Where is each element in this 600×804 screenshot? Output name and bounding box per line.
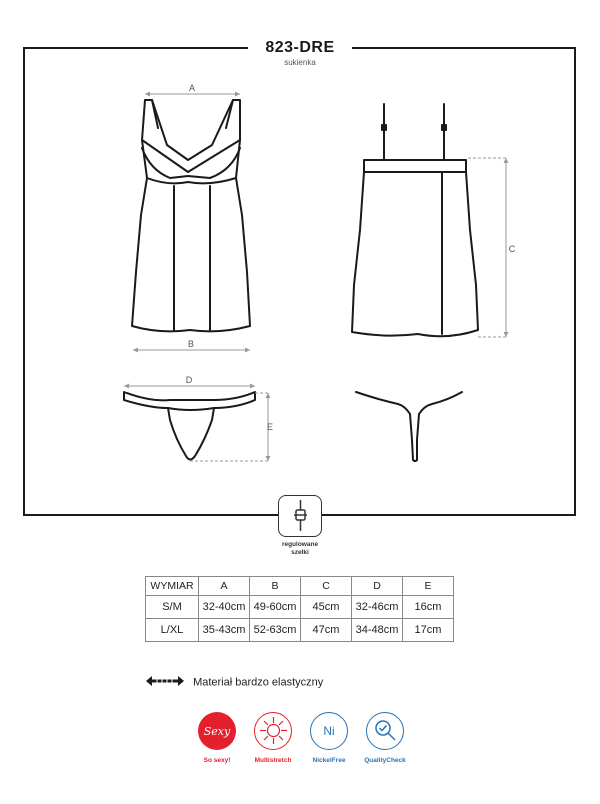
nickel-free-icon bbox=[310, 712, 348, 750]
badge-label: So sexy! bbox=[203, 757, 231, 764]
badge-label: QualityCheck bbox=[364, 757, 406, 764]
thong-front bbox=[124, 392, 255, 460]
table-cell: S/M bbox=[146, 596, 199, 619]
table-cell: 52-63cm bbox=[250, 619, 301, 642]
header-cell: WYMIAR bbox=[146, 577, 199, 596]
header-cell: D bbox=[352, 577, 403, 596]
dimension-label-c: C bbox=[508, 244, 516, 254]
strap-adjuster-icon bbox=[278, 495, 322, 537]
header-cell: B bbox=[250, 577, 301, 596]
table-row bbox=[146, 619, 454, 642]
feature-badges bbox=[200, 712, 420, 772]
table-cell: 45cm bbox=[301, 596, 352, 619]
table-cell: 35-43cm bbox=[199, 619, 250, 642]
size-table-header bbox=[146, 577, 454, 596]
nickel-free-icon-text: Ni bbox=[323, 724, 335, 738]
sexy-icon-text: Sexy bbox=[203, 724, 231, 738]
dimension-label-b: B bbox=[187, 339, 195, 349]
badge-multistretch bbox=[247, 712, 299, 764]
product-subtitle: sukienka bbox=[284, 58, 316, 67]
badge-quality-check bbox=[359, 712, 411, 764]
sexy-icon bbox=[198, 712, 236, 750]
table-cell: 47cm bbox=[301, 619, 352, 642]
table-cell: 49-60cm bbox=[250, 596, 301, 619]
badge-so-sexy bbox=[191, 712, 243, 764]
table-cell: 32-40cm bbox=[199, 596, 250, 619]
table-cell: 34-48cm bbox=[352, 619, 403, 642]
stretch-note bbox=[146, 676, 323, 689]
multistretch-icon bbox=[254, 712, 292, 750]
quality-check-icon bbox=[366, 712, 404, 750]
product-code: 823-DRE bbox=[265, 39, 335, 56]
size-table bbox=[145, 576, 454, 642]
header-cell: A bbox=[199, 577, 250, 596]
double-arrow-icon bbox=[146, 676, 184, 689]
table-row bbox=[146, 596, 454, 619]
adjustable-straps-feature bbox=[270, 495, 330, 557]
feature-label-line1: regulowane bbox=[281, 541, 319, 548]
badge-label: NickelFree bbox=[312, 757, 346, 764]
dress-front bbox=[132, 100, 250, 331]
thong-back bbox=[356, 392, 462, 461]
feature-label-line2: szelki bbox=[291, 549, 309, 556]
badge-nickel-free bbox=[303, 712, 355, 764]
header-cell: E bbox=[403, 577, 454, 596]
table-cell: 32-46cm bbox=[352, 596, 403, 619]
header-cell: C bbox=[301, 577, 352, 596]
stretch-note-text: Materiał bardzo elastyczny bbox=[193, 676, 324, 689]
table-cell: 17cm bbox=[403, 619, 454, 642]
table-cell: 16cm bbox=[403, 596, 454, 619]
table-cell: L/XL bbox=[146, 619, 199, 642]
dress-back bbox=[352, 104, 478, 336]
dimension-label-d: D bbox=[185, 375, 193, 385]
dimension-label-a: A bbox=[188, 83, 196, 93]
badge-label: Multistretch bbox=[254, 757, 292, 764]
dimension-label-e: E bbox=[266, 422, 274, 432]
